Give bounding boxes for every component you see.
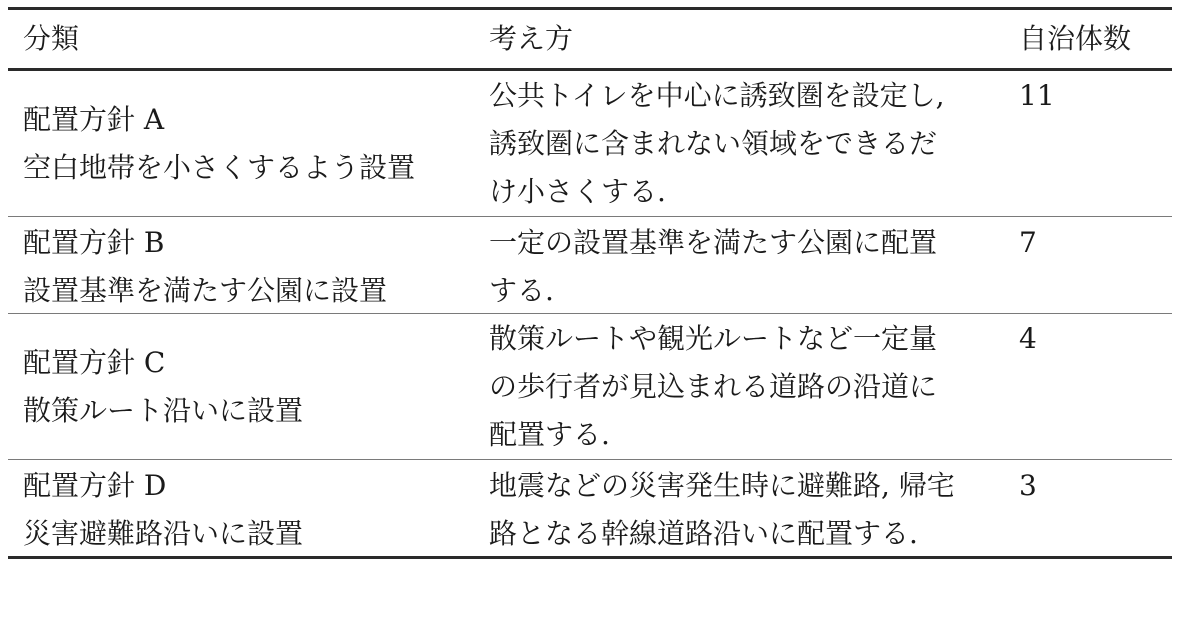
count-cell [1018, 314, 1172, 459]
table-row [8, 460, 1172, 556]
policy-description: 散策ルート沿いに設置 [23, 393, 304, 427]
policy-cell [8, 314, 481, 459]
approach-line: 一定の設置基準を満たす公園に配置 [489, 226, 938, 259]
municipality-count: 11 [1019, 79, 1055, 112]
approach-cell [481, 314, 1018, 459]
approach-line: 公共トイレを中心に誘致圏を設定し, [489, 79, 945, 112]
table-row [8, 314, 1172, 459]
municipality-count: 4 [1019, 322, 1037, 355]
policy-cell [8, 71, 481, 216]
policy-name: 配置方針 D [23, 469, 167, 502]
header-count: 自治体数 [1019, 22, 1132, 55]
placement-policy-table [8, 7, 1172, 559]
policy-description: 災害避難路沿いに設置 [23, 517, 304, 550]
table-row [8, 71, 1172, 216]
count-cell [1018, 71, 1172, 216]
table-header-row [8, 10, 1172, 68]
header-approach: 考え方 [489, 22, 574, 55]
approach-line: 地震などの災害発生時に避難路, 帰宅 [489, 469, 955, 502]
policy-cell [8, 460, 481, 556]
approach-line: の歩行者が見込まれる道路の沿道に [489, 370, 938, 403]
policy-cell [8, 217, 481, 313]
municipality-count: 3 [1019, 469, 1037, 502]
header-category: 分類 [23, 22, 80, 55]
approach-line: 配置する. [489, 418, 610, 451]
policy-description: 空白地帯を小さくするよう設置 [23, 150, 416, 184]
count-cell [1018, 217, 1172, 313]
count-cell [1018, 460, 1172, 556]
policy-name: 配置方針 B [23, 226, 165, 259]
approach-line: 路となる幹線道路沿いに配置する. [489, 517, 918, 550]
approach-line: する. [489, 274, 554, 307]
approach-cell [481, 460, 1018, 556]
policy-name: 配置方針 C [23, 345, 166, 379]
approach-line: 散策ルートや観光ルートなど一定量 [489, 322, 938, 355]
approach-cell [481, 217, 1018, 313]
municipality-count: 7 [1019, 226, 1037, 259]
approach-line: 誘致圏に含まれない領域をできるだ [489, 127, 938, 160]
policy-description: 設置基準を満たす公園に設置 [23, 274, 388, 307]
table-row [8, 217, 1172, 313]
policy-name: 配置方針 A [23, 102, 165, 136]
approach-cell [481, 71, 1018, 216]
approach-line: け小さくする. [489, 175, 666, 208]
